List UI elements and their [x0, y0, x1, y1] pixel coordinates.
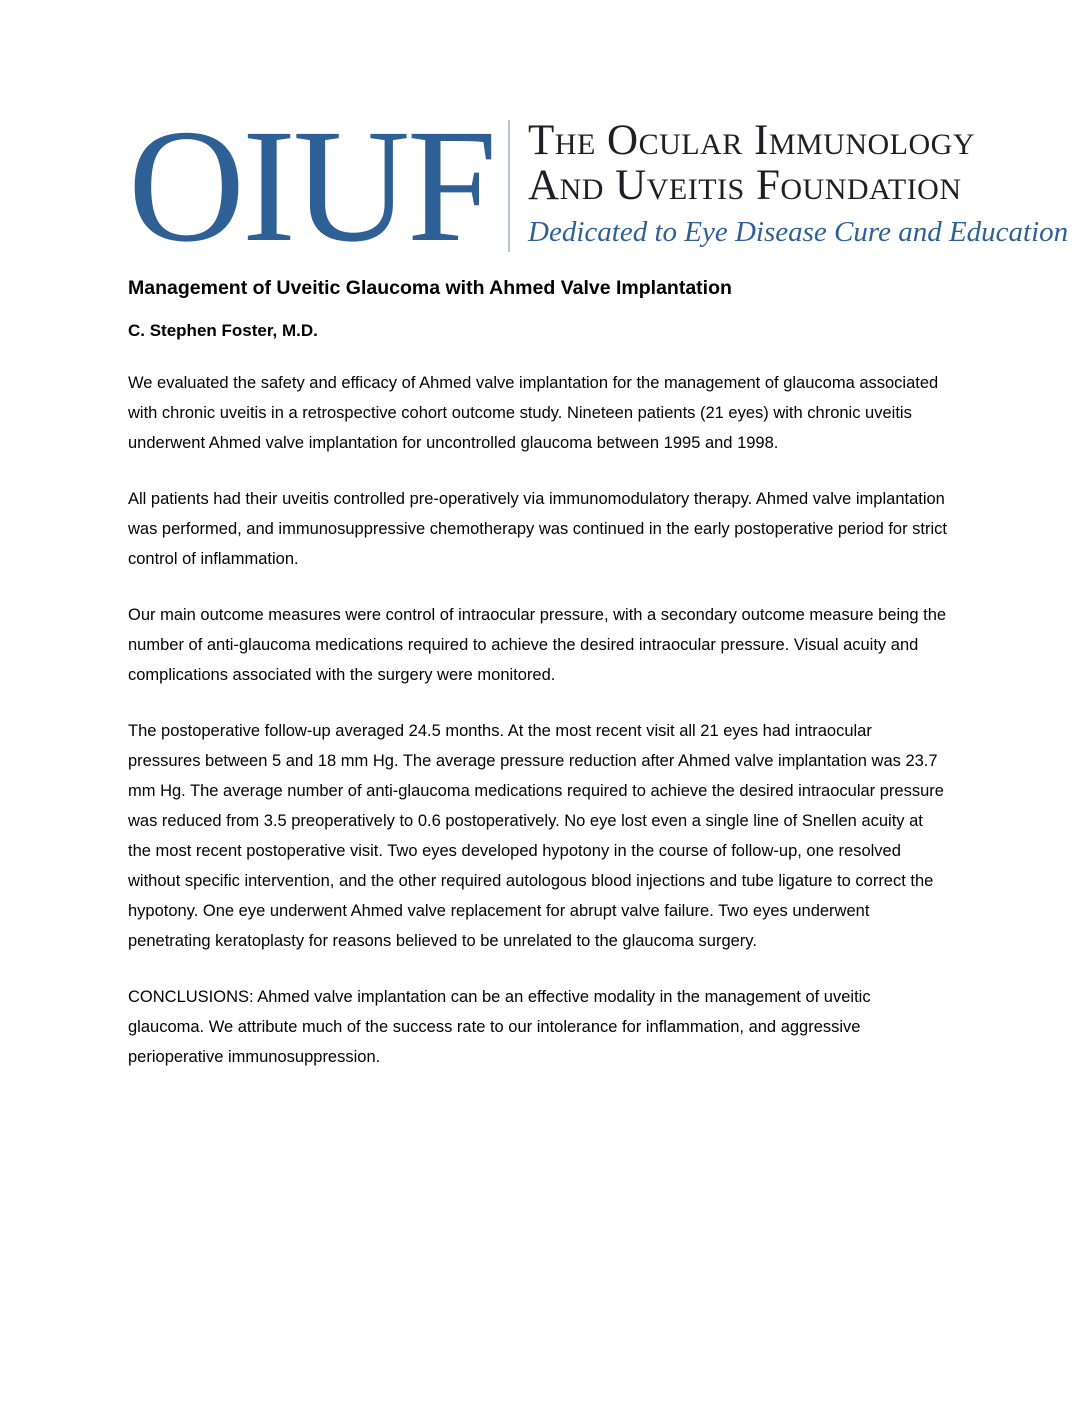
paragraph-study-design: We evaluated the safety and efficacy of Ahmed valve implantation for the management of glaucoma associated with chronic uveitis in a retrospective cohort outcome study. Nineteen patients (21 eyes) with chronic uveitis underwent Ahmed valve implantation for uncontrolled glaucoma between 1995 and 1998. [128, 374, 939, 452]
article-author: C. Stephen Foster, M.D. [128, 321, 318, 340]
logo-divider [508, 120, 510, 252]
logo-name-line1: The Ocular Immunology [528, 117, 975, 164]
article-title: Management of Uveitic Glaucoma with Ahmed Valve Implantation [128, 277, 732, 299]
paragraph-conclusions: CONCLUSIONS: Ahmed valve implantation can be an effective modality in the management of uveitic glaucoma. We attribute much of the success rate to our intolerance for inflammation, and aggressive perioperative immunosuppression. [128, 988, 871, 1066]
paragraph-outcome-measures: Our main outcome measures were control of intraocular pressure, with a secondary outcome measure being the number of anti-glaucoma medications required to achieve the desired intraocular pressure. Visual acuity and complications associated with the surgery were monitored. [128, 606, 947, 684]
paragraph-treatment: All patients had their uveitis controlled pre-operatively via immunomodulatory therapy. Ahmed valve implantation was performed, and immunosuppressive chemotherapy was continued in the early postoperative period for strict control of inflammation. [128, 490, 947, 568]
article-body [128, 276, 948, 1072]
paragraph-results: The postoperative follow-up averaged 24.5 months. At the most recent visit all 21 eyes had intraocular pressures between 5 and 18 mm Hg. The average pressure reduction after Ahmed valve implantation was 23.7 mm Hg. The average number of anti-glaucoma medications required to achieve the desired intraocular pressure was reduced from 3.5 preoperatively to 0.6 postoperatively. No eye lost even a single line of Snellen acuity at the most recent postoperative visit. Two eyes developed hypotony in the course of follow-up, one resolved without specific intervention, and the other required autologous blood injections and tube ligature to correct the hypotony. One eye underwent Ahmed valve replacement for abrupt valve failure. Two eyes underwent penetrating keratoplasty for reasons believed to be unrelated to the glaucoma surgery. [128, 722, 944, 950]
logo-tagline: Dedicated to Eye Disease Cure and Education [528, 216, 1069, 248]
logo-textblock [528, 116, 1068, 252]
logo-acronym: OIUF [128, 97, 495, 276]
oiuf-logo [128, 97, 1088, 276]
logo-name-line2: And Uveitis Foundation [528, 162, 962, 209]
